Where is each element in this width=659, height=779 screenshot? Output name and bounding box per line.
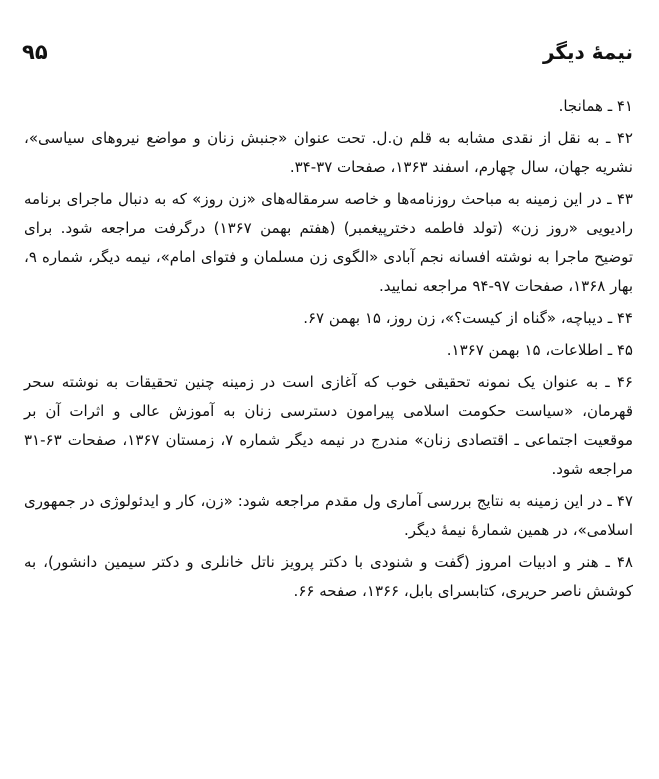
- endnote-41: ۴۱ ـ همانجا.: [558, 97, 633, 115]
- endnote-42: ۴۲ ـ به نقل از نقدی مشابه به قلم ن.ل. تحت عنوان «جنبش زنان و مواضع نیروهای سیاسی»، نشریه جهان، سال چهارم، اسفند ۱۳۶۳، صفحات ۳۷-۳۴.: [24, 129, 633, 176]
- endnote-48: ۴۸ ـ هنر و ادبیات امروز (گفت و شنودی با دکتر پرویز ناتل خانلری و دکتر سیمین دانشور)، به کوشش ناصر حریری، کتابسرای بابل، ۱۳۶۶، صفحه ۶۶.: [24, 553, 633, 600]
- running-title: نیمهٔ دیگر: [542, 40, 633, 64]
- endnotes-list: [24, 92, 633, 606]
- endnote-43: ۴۳ ـ در این زمینه به مباحث روزنامه‌ها و خاصه سرمقاله‌های «زن روز» که به دنبال ماجرای برنامه رادیویی «روز زن» (تولد فاطمه دخترپیغمبر) (هفتم بهمن ۱۳۶۷) درگرفت مراجعه شود. برای توضیح ماجرا به نوشته افسانه نجم آبادی «الگوی زن مسلمان و فتوای امام»، نیمه دیگر، شماره ۹، بهار ۱۳۶۸، صفحات ۹۷-۹۴ مراجعه نمایید.: [24, 190, 633, 295]
- endnote-44: ۴۴ ـ دیباچه، «گناه از کیست؟»، زن روز، ۱۵ بهمن ۶۷.: [303, 309, 633, 327]
- endnote-47: ۴۷ ـ در این زمینه به نتایج بررسی آماری ول مقدم مراجعه شود: «زن، کار و ایدئولوژی در جمهوری اسلامی»، در همین شمارهٔ نیمهٔ دیگر.: [24, 492, 633, 539]
- page-number: ۹۵: [22, 40, 48, 64]
- endnote-45: ۴۵ ـ اطلاعات، ۱۵ بهمن ۱۳۶۷.: [446, 341, 633, 359]
- endnote-46: ۴۶ ـ به عنوان یک نمونه تحقیقی خوب که آغازی است در زمینه چنین تحقیقات به نوشته سحر قهرمان، «سیاست حکومت اسلامی پیرامون دسترسی زنان به آموزش عالی و اثرات آن بر موقعیت اجتماعی ـ اقتصادی زنان» مندرج در نیمه دیگر شماره ۷، زمستان ۱۳۶۷، صفحات ۶۳-۳۱ مراجعه شود.: [24, 373, 633, 478]
- page-header: [22, 40, 633, 70]
